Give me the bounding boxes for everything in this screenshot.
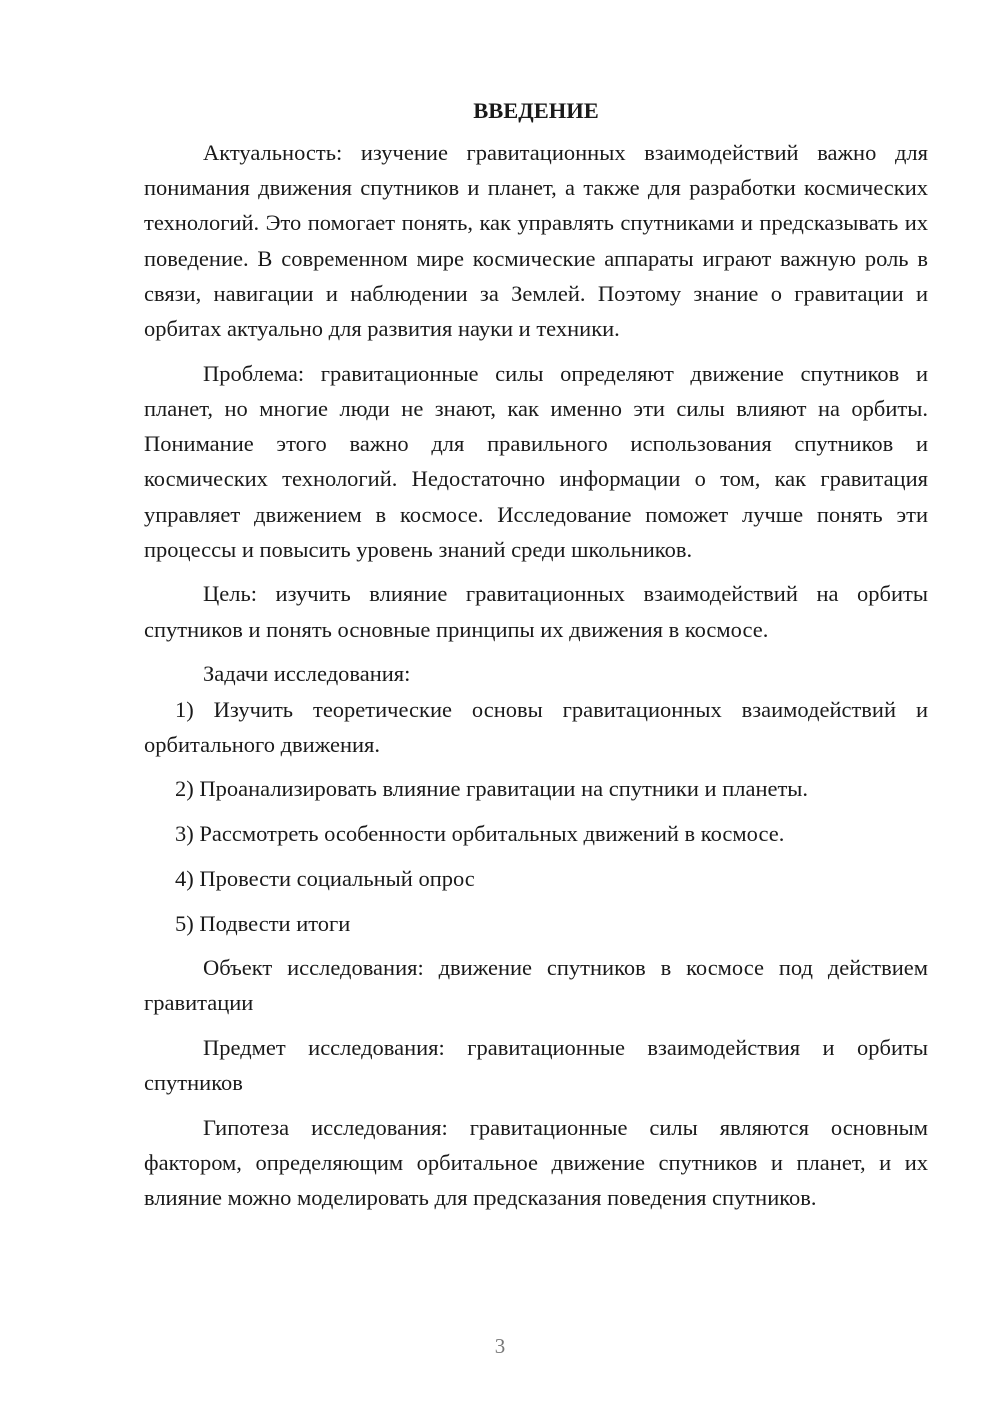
document-page [144,92,928,1216]
paragraph-subject: Предмет исследования: гравитационные взаимодействия и орбиты спутников [144,1035,928,1096]
task-item: 2) Проанализировать влияние гравитации на спутники и планеты. [175,776,809,802]
paragraph-goal: Цель: изучить влияние гравитационных взаимодействий на орбиты спутников и понять основные принципы их движения в космосе. [144,581,928,642]
task-item: 4) Провести социальный опрос [175,865,475,891]
task-item: 3) Рассмотреть особенности орбитальных движений в космосе. [175,821,785,847]
paragraph-object: Объект исследования: движение спутников в космосе под действием гравитации [144,955,928,1016]
page-number: 3 [494,1334,506,1358]
tasks-title: Задачи исследования: [203,661,411,687]
tasks-list [144,692,928,941]
paragraph-relevance: Актуальность: изучение гравитационных взаимодействий важно для понимания движения спутников и планет, а также для разработки космических технологий. Это помогает понять, как управлять спутниками и предсказывать их поведение. В современном мире космические аппараты играют важную роль в связи, навигации и наблюдении за Землей. Поэтому знание о гравитации и орбитах актуально для развития науки и техники. [144,140,928,342]
task-item: 5) Подвести итоги [175,910,351,936]
paragraph-problem: Проблема: гравитационные силы определяют движение спутников и планет, но многие люди не знают, как именно эти силы влияют на орбиты. Понимание этого важно для правильного использования спутников и космических технологий. Недостаточно информации о том, как гравитация управляет движением в космосе. Исследование поможет лучше понять эти процессы и повысить уровень знаний среди школьников. [144,360,928,562]
section-heading: ВВЕДЕНИЕ [473,98,599,123]
paragraph-hypothesis: Гипотеза исследования: гравитационные силы являются основным фактором, определяющим орбитальное движение спутников и планет, и их влияние можно моделировать для предсказания поведения спутников. [144,1115,928,1211]
task-item: 1) Изучить теоретические основы гравитационных взаимодействий и орбитального движения. [144,696,928,757]
